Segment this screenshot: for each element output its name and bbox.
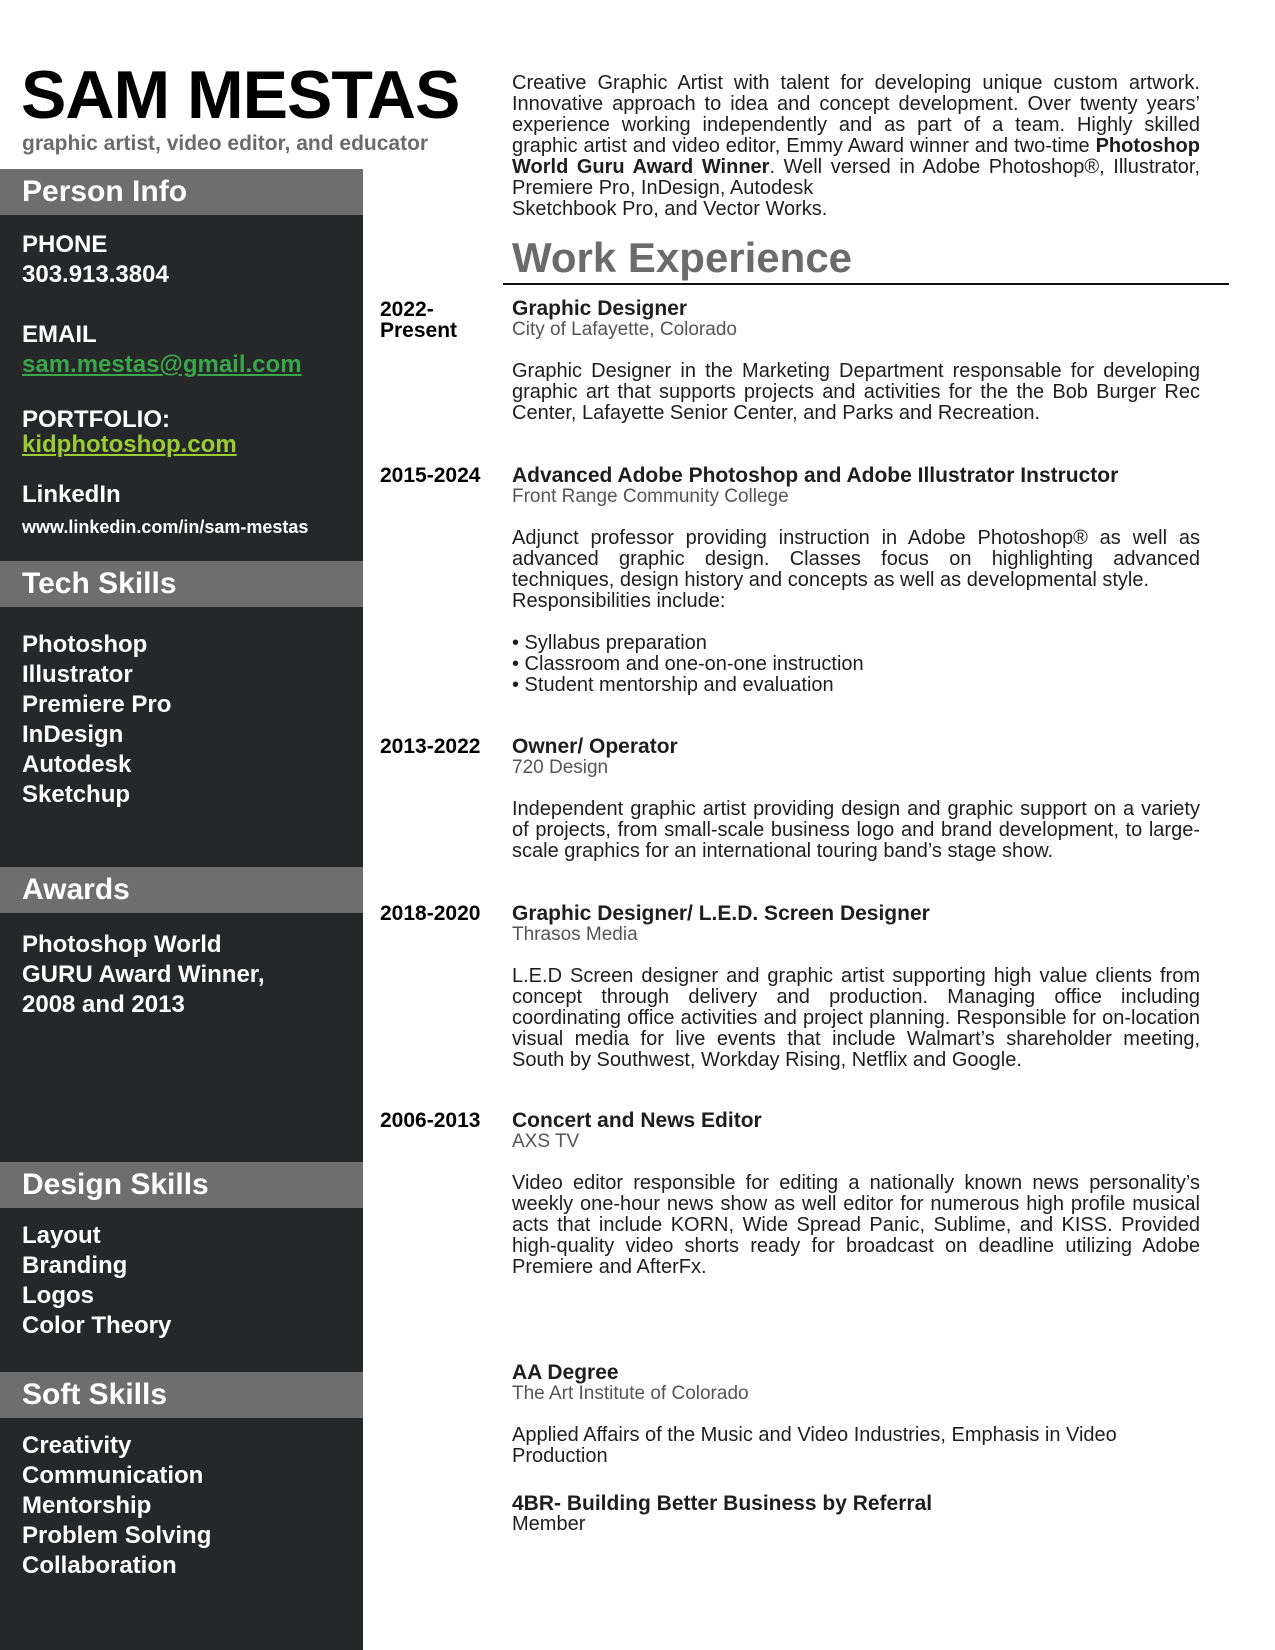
list-item: Premiere Pro <box>22 691 172 718</box>
section-heading-design-skills: Design Skills <box>0 1162 363 1208</box>
membership-role: Member <box>512 1513 586 1535</box>
education-description: Applied Affairs of the Music and Video Industries, Emphasis in Video Production <box>512 1424 1117 1467</box>
responsibilities-label: Responsibilities include: <box>512 590 726 612</box>
list-item: Layout <box>22 1222 101 1249</box>
list-item: GURU Award Winner, <box>22 961 265 988</box>
job-description: Graphic Designer in the Marketing Department responsable for developing graphic art that supports projects and activities for the the Bob Burger Rec Center, Lafayette Senior Center, and Parks and Recreation. <box>512 360 1200 424</box>
summary-text: Sketchbook Pro, and Vector Works. <box>512 198 828 220</box>
list-item: • Student mentorship and evaluation <box>512 674 834 696</box>
job-description: Video editor responsible for editing a nationally known news personality’s weekly one-hour news show as well editor for numerous high profile musical acts that include KORN, Wide Spread Panic, Sublime, and KISS. Provided high-quality video shorts ready for broadcast on deadline utilizing Adobe Premiere and AfterFx. <box>512 1172 1200 1278</box>
job-years-start: 2022- <box>380 298 434 321</box>
linkedin-url[interactable]: www.linkedin.com/in/sam-mestas <box>22 517 309 537</box>
job-organization: 720 Design <box>512 757 609 778</box>
resume-name: SAM MESTAS <box>21 57 460 133</box>
list-item: Mentorship <box>22 1492 152 1519</box>
soft-skills-list <box>22 1431 211 1581</box>
job-organization: Thrasos Media <box>512 924 638 945</box>
job-years <box>380 299 457 341</box>
list-item: Photoshop World <box>22 931 222 958</box>
list-item: Collaboration <box>22 1552 177 1579</box>
job-description: Independent graphic artist providing design and graphic support on a variety of projects, from small-scale business logo and brand development, to large-scale graphics for an international touring band’s stage show. <box>512 798 1200 862</box>
resume-tagline: graphic artist, video editor, and educator <box>22 132 429 155</box>
job-description-text: Adjunct professor providing instruction in Adobe Photoshop® as well as advanced graphic design. Classes focus on highlighting advanced techniques, design history and concepts as well as developmental style. <box>512 527 1200 591</box>
list-item: Illustrator <box>22 661 133 688</box>
list-item: Communication <box>22 1462 204 1489</box>
job-entry <box>512 903 1200 1071</box>
job-years-end: Present <box>380 319 458 342</box>
list-item: InDesign <box>22 721 124 748</box>
portfolio-label: PORTFOLIO: <box>22 406 170 433</box>
job-years: 2013-2022 <box>380 735 481 758</box>
section-heading-soft-skills: Soft Skills <box>0 1372 363 1418</box>
section-heading-person-info: Person Info <box>0 169 363 215</box>
sidebar <box>0 169 363 1650</box>
job-years: 2018-2020 <box>380 902 481 925</box>
job-years: 2006-2013 <box>380 1109 481 1132</box>
phone-number: 303.913.3804 <box>22 261 169 288</box>
job-entry <box>512 465 1200 696</box>
list-item: Photoshop <box>22 631 148 658</box>
job-title: Concert and News Editor <box>512 1109 762 1132</box>
phone-label: PHONE <box>22 231 108 258</box>
portfolio-link[interactable]: kidphotoshop.com <box>22 431 237 458</box>
job-organization: AXS TV <box>512 1131 580 1152</box>
list-item: Logos <box>22 1282 94 1309</box>
list-item: Color Theory <box>22 1312 172 1339</box>
job-title: Advanced Adobe Photoshop and Adobe Illustrator Instructor <box>512 464 1119 487</box>
job-title: Graphic Designer <box>512 297 688 320</box>
design-skills-list <box>22 1221 171 1341</box>
responsibilities-list <box>512 633 1200 696</box>
summary-paragraph <box>512 73 1200 220</box>
awards-list <box>22 930 264 1020</box>
job-organization: City of Lafayette, Colorado <box>512 319 737 340</box>
education-entry <box>512 1362 1200 1467</box>
job-description <box>512 528 1200 612</box>
section-heading-awards: Awards <box>0 867 363 913</box>
list-item: Creativity <box>22 1432 132 1459</box>
education-degree: AA Degree <box>512 1361 619 1384</box>
section-heading-tech-skills: Tech Skills <box>0 561 363 607</box>
job-years: 2015-2024 <box>380 464 481 487</box>
job-organization: Front Range Community College <box>512 486 789 507</box>
list-item: Branding <box>22 1252 128 1279</box>
list-item: Autodesk <box>22 751 132 778</box>
section-heading-work-experience: Work Experience <box>512 234 853 281</box>
job-title: Owner/ Operator <box>512 735 678 758</box>
membership-entry <box>512 1493 1200 1535</box>
job-entry <box>512 1110 1200 1278</box>
job-description: L.E.D Screen designer and graphic artist supporting high value clients from concept through delivery and production. Managing office including coordinating office activities and project planning. Responsible for on-location visual media for live events that include Walmart’s shareholder meeting, South by Southwest, Workday Rising, Netflix and Google. <box>512 965 1200 1071</box>
summary-text: . Well versed in Adobe Photoshop®, Illustrator, Premiere Pro, InDesign, Autodesk <box>512 156 1201 199</box>
linkedin-label: LinkedIn <box>22 481 121 508</box>
email-label: EMAIL <box>22 321 97 348</box>
membership-title: 4BR- Building Better Business by Referral <box>512 1492 933 1515</box>
summary-text: Creative Graphic Artist with talent for developing unique custom artwork. Innovative approach to idea and concept development. Over twenty years’ experience working independently and as part of a team. Highly skilled graphic artist and video editor, Emmy Award winner and two-time <box>512 72 1200 157</box>
job-entry <box>512 736 1200 862</box>
list-item: 2008 and 2013 <box>22 991 185 1018</box>
job-entry <box>512 298 1200 424</box>
job-title: Graphic Designer/ L.E.D. Screen Designer <box>512 902 930 925</box>
summary-award: Photoshop World Guru Award Winner <box>512 135 1200 178</box>
list-item: Problem Solving <box>22 1522 212 1549</box>
education-school: The Art Institute of Colorado <box>512 1383 749 1404</box>
divider <box>503 283 1229 285</box>
email-link[interactable]: sam.mestas@gmail.com <box>22 351 302 378</box>
tech-skills-list <box>22 630 171 810</box>
list-item: • Classroom and one-on-one instruction <box>512 653 864 675</box>
list-item: • Syllabus preparation <box>512 632 707 654</box>
list-item: Sketchup <box>22 781 131 808</box>
